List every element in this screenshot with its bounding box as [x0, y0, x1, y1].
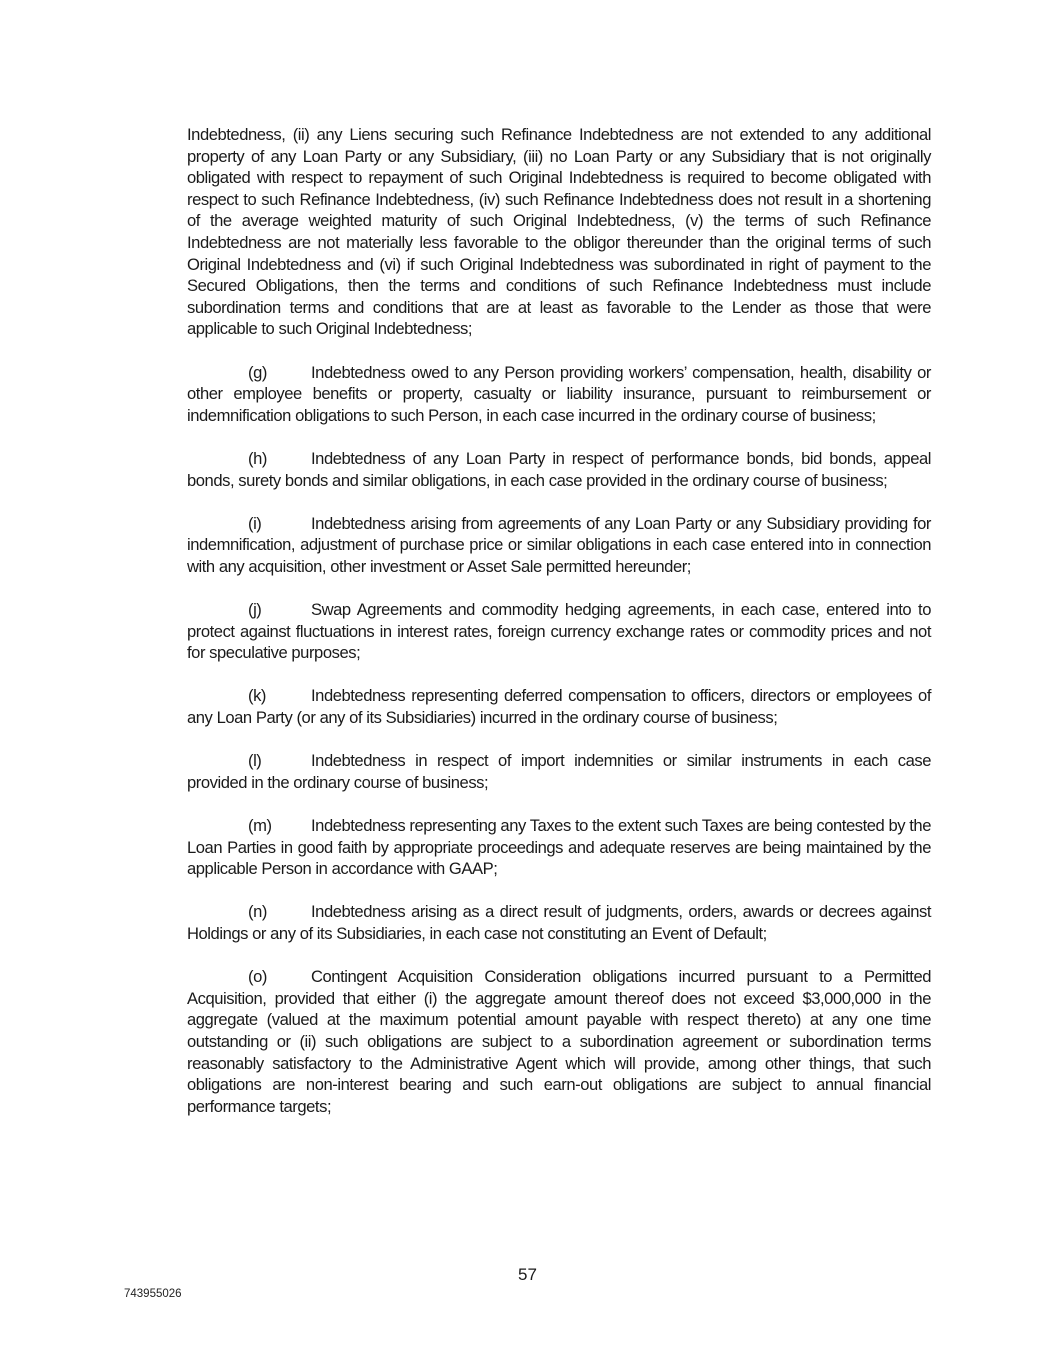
clause-text: Contingent Acquisition Consideration obligations incurred pursuant to a Permitted Acquisition, provided that either (i) the aggregate amount thereof does not exceed $3,000,000 in the aggregate (valued at the maximum potential amount payable with respect thereto) at any one time outstanding or (ii) such obligations are subject to a subordination agreement or subordination terms reasonably satisfactory to the Administrative Agent which will provide, among other things, that such obligations are non-interest bearing and such earn-out obligations are subject to annual financial performance targets; — [187, 967, 931, 1116]
clause-text: Indebtedness in respect of import indemnities or similar instruments in each case provided in the ordinary course of business; — [187, 751, 931, 792]
clause-text: Indebtedness representing any Taxes to the extent such Taxes are being contested by the Loan Parties in good faith by appropriate proceedings and adequate reserves are being maintained by the applicable Person in accordance with GAAP; — [187, 816, 931, 879]
clause-label: (l) — [248, 751, 262, 771]
clause-g — [187, 362, 931, 427]
clause-label: (i) — [248, 513, 262, 533]
clause-m — [187, 815, 931, 880]
clause-text: Swap Agreements and commodity hedging agreements, in each case, entered into to protect against fluctuations in interest rates, foreign currency exchange rates or commodity prices and not for speculative purposes; — [187, 600, 931, 663]
clause-k — [187, 685, 931, 728]
continuation-paragraph: Indebtedness, (ii) any Liens securing such Refinance Indebtedness are not extended to any additional property of any Loan Party or any Subsidiary, (iii) no Loan Party or any Subsidiary that is not originally obligated with respect to repayment of such Original Indebtedness is required to become obligated with respect to such Refinance Indebtedness, (iv) such Refinance Indebtedness does not result in a shortening of the average weighted maturity of such Original Indebtedness, (v) the terms of such Refinance Indebtedness are not materially less favorable to the obligor thereunder than the original terms of such Original Indebtedness and (vi) if such Original Indebtedness was subordinated in right of payment to the Secured Obligations, then the terms and conditions of such Refinance Indebtedness must include subordination terms and conditions that are at least as favorable to the Lender as those that were applicable to such Original Indebtedness; — [187, 125, 931, 339]
body-text — [187, 124, 931, 1117]
clause-text: Indebtedness arising as a direct result of judgments, orders, awards or decrees against Holdings or any of its Subsidiaries, in each case not constituting an Event of Default; — [187, 902, 931, 943]
clause-n — [187, 901, 931, 944]
clause-h — [187, 448, 931, 491]
clause-text: Indebtedness representing deferred compensation to officers, directors or employees of any Loan Party (or any of its Subsidiaries) incurred in the ordinary course of business; — [187, 686, 931, 728]
clause-label: (n) — [248, 902, 267, 922]
clause-label: (h) — [248, 448, 267, 468]
clause-j — [187, 599, 931, 664]
clause-text: Indebtedness owed to any Person providing workers’ compensation, health, disability or other employee benefits or property, casualty or liability insurance, pursuant to reimbursement or indemnification obligations to such Person, in each case incurred in the ordinary course of business; — [187, 362, 931, 425]
clause-label: (g) — [248, 362, 267, 382]
page-number: 57 — [518, 1265, 537, 1284]
clause-i — [187, 513, 931, 578]
clause-label: (j) — [248, 600, 262, 620]
clause-label: (m) — [248, 816, 272, 835]
clause-l — [187, 750, 931, 793]
clause-label: (o) — [248, 967, 267, 987]
clause-label: (k) — [248, 686, 266, 706]
clause-text: Indebtedness of any Loan Party in respect of performance bonds, bid bonds, appeal bonds, surety bonds and similar obligations, in each case provided in the ordinary course of business; — [187, 448, 931, 490]
clause-text: Indebtedness arising from agreements of any Loan Party or any Subsidiary providing for indemnification, adjustment of purchase price or similar obligations in each case entered into in connection with any acquisition, other investment or Asset Sale permitted hereunder; — [187, 513, 931, 576]
document-id: 743955026 — [124, 1288, 182, 1300]
clause-o — [187, 966, 931, 1117]
